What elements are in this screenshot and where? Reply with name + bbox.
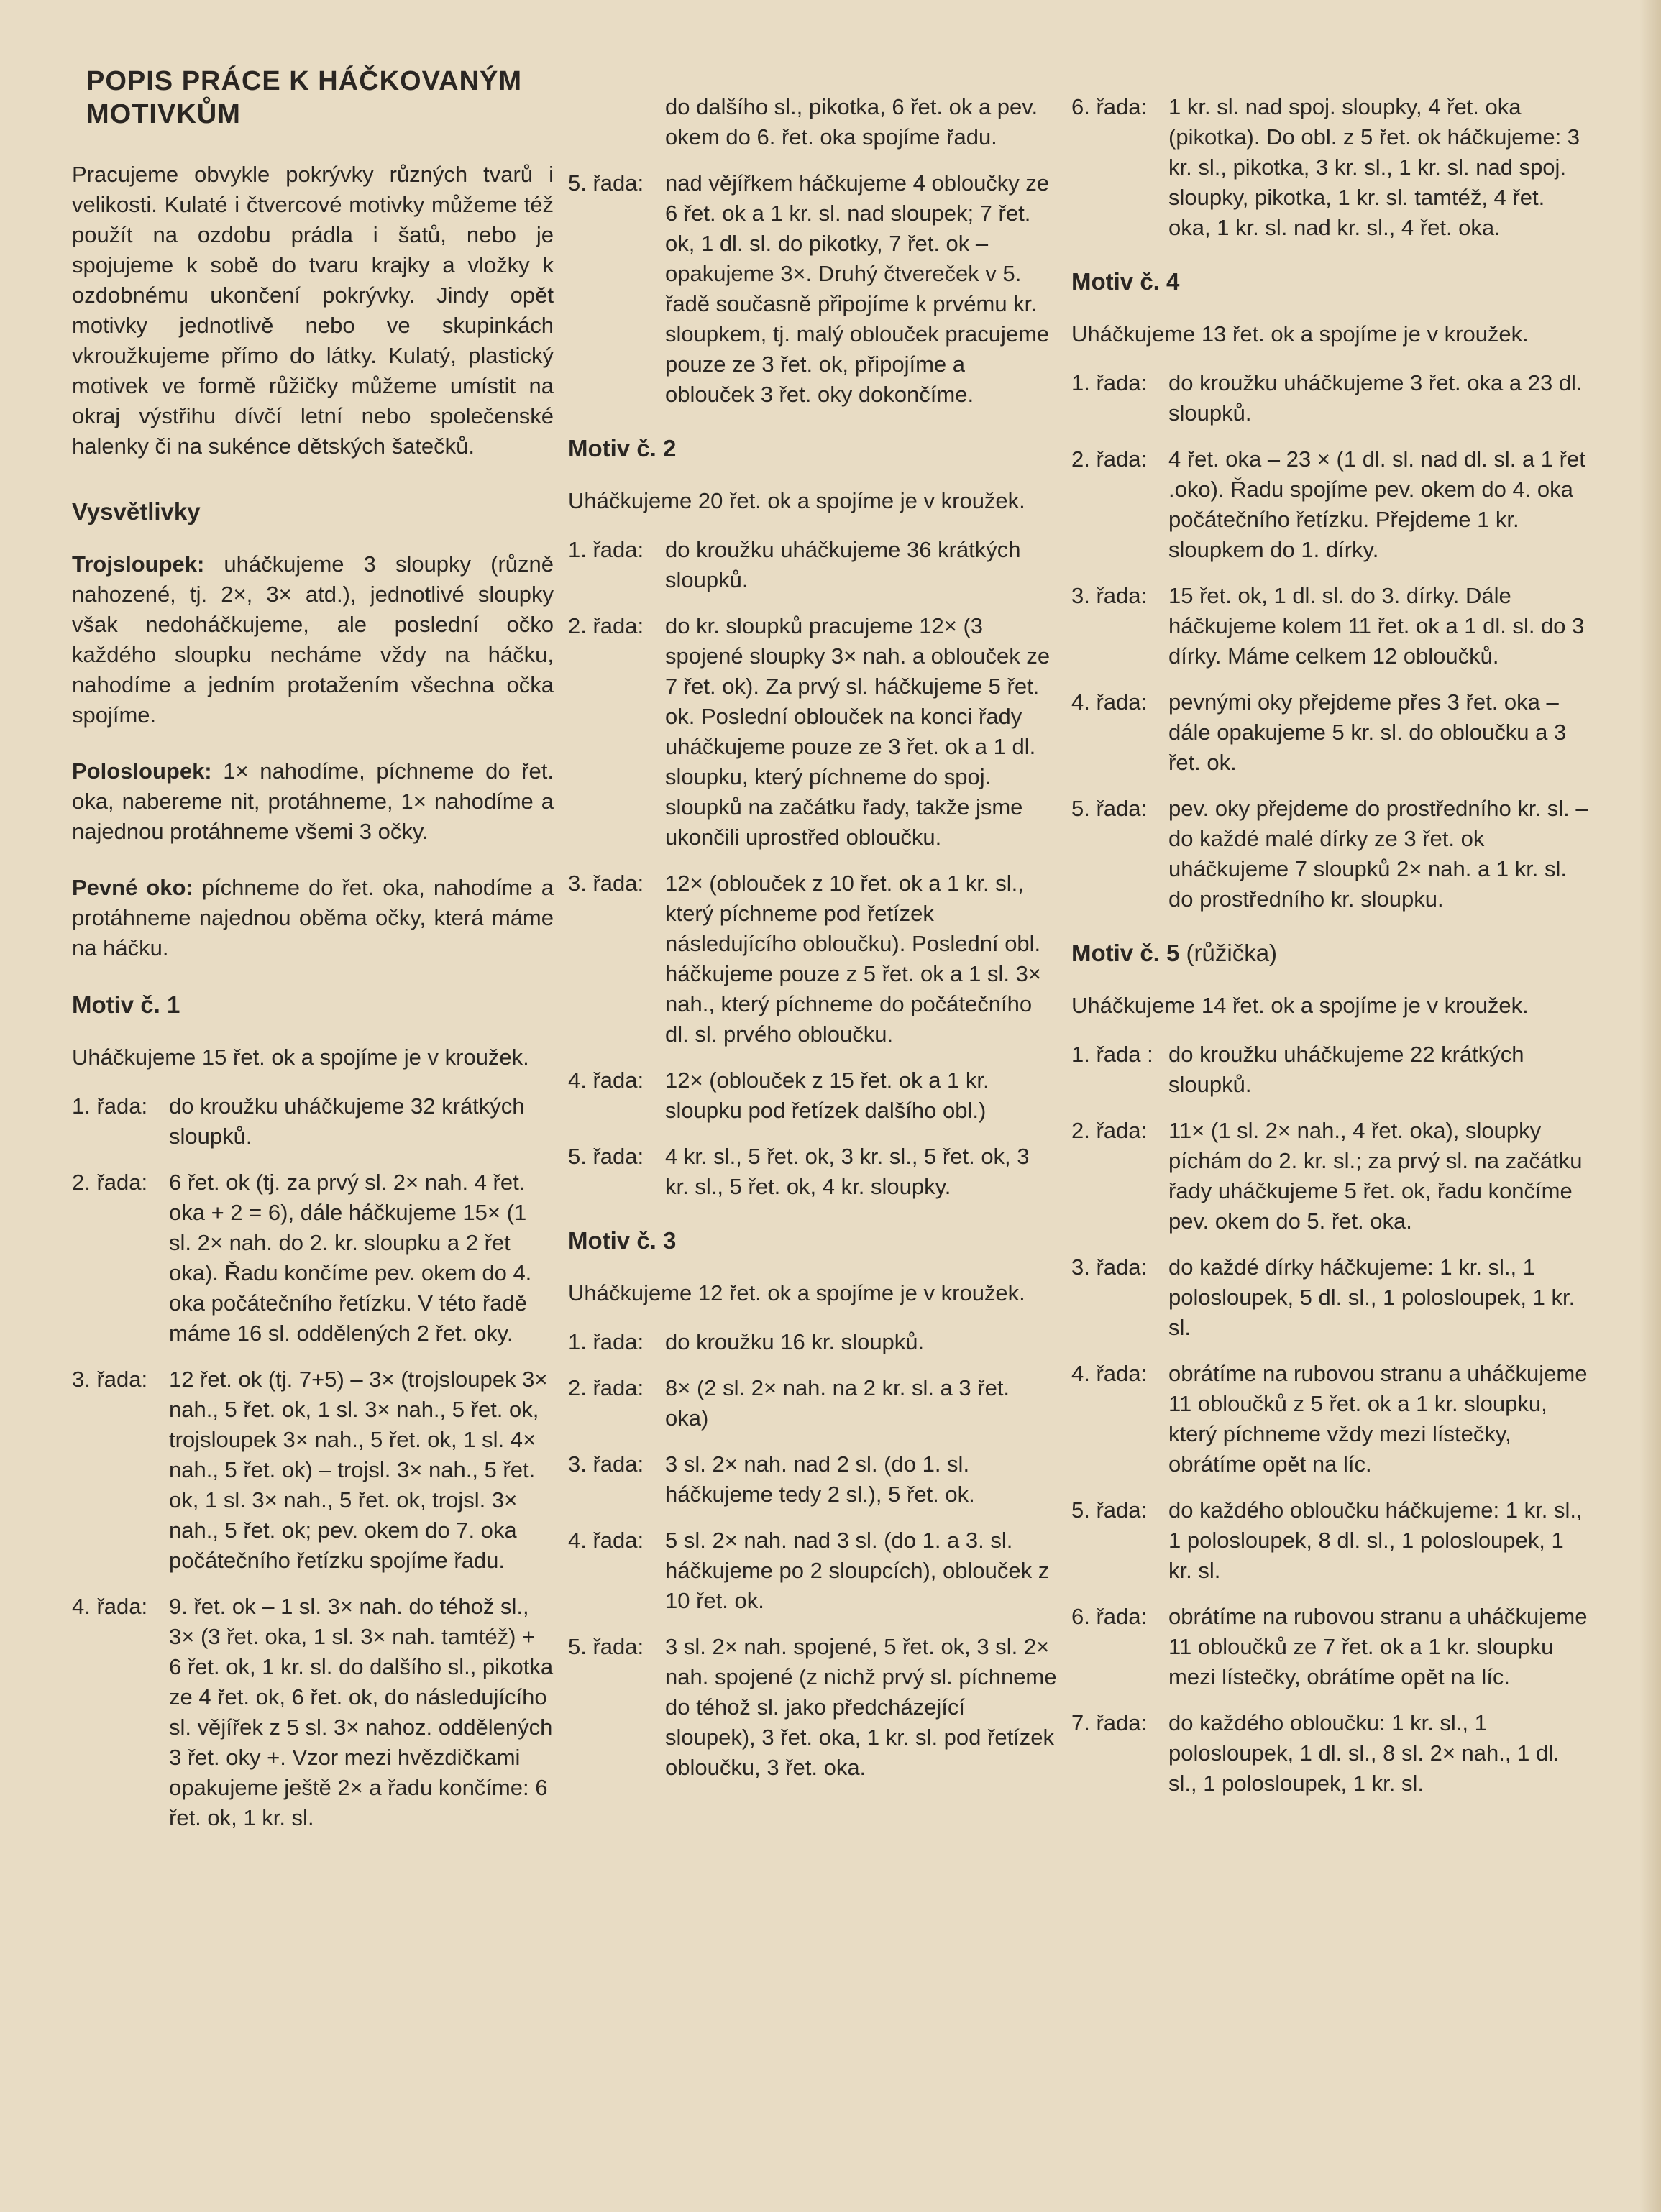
row-label: 2. řada: — [72, 1170, 148, 1195]
row-label: 5. řada: — [568, 1634, 644, 1659]
row-label: 4. řada: — [1071, 689, 1148, 715]
row-label: 2. řada: — [1071, 1118, 1148, 1143]
motiv-3-intro: Uháčkujeme 12 řet. ok a spojíme je v kroužek. — [568, 1280, 1025, 1305]
column-2 — [568, 92, 1057, 1799]
motiv-1-row — [72, 1592, 554, 1833]
motiv-3-row — [1071, 92, 1589, 243]
row-text: do každé dírky háčkujeme: 1 kr. sl., 1 polosloupek, 5 dl. sl., 1 polosloupek, 1 kr. sl. — [1168, 1254, 1575, 1340]
motiv-3-row — [568, 1327, 1057, 1357]
column-1 — [72, 65, 554, 1849]
definition-trojsloupek — [72, 549, 554, 730]
row-label: 2. řada: — [1071, 446, 1148, 472]
motiv-4-row — [1071, 687, 1589, 778]
row-label: 5. řada: — [1071, 796, 1148, 821]
row-label: 4. řada: — [1071, 1361, 1148, 1386]
row-text: 3 sl. 2× nah. nad 2 sl. (do 1. sl. háčkujeme tedy 2 sl.), 5 řet. ok. — [665, 1451, 975, 1507]
definition-term: Polosloupek: — [72, 758, 212, 784]
motiv-4-intro: Uháčkujeme 13 řet. ok a spojíme je v kroužek. — [1071, 321, 1529, 347]
motiv-2-intro: Uháčkujeme 20 řet. ok a spojíme je v kroužek. — [568, 488, 1025, 513]
motiv-5-heading-text: Motiv č. 5 — [1071, 940, 1180, 966]
row-label: 1. řada: — [568, 537, 644, 562]
row-label: 6. řada: — [1071, 94, 1148, 119]
row-text: do kroužku uháčkujeme 22 krátkých sloupků. — [1168, 1042, 1524, 1097]
row-text: do kr. sloupků pracujeme 12× (3 spojené sloupky 3× nah. a oblouček ze 7 řet. ok). Za prvý sl. háčkujeme 5 řet. ok. Poslední oblouček na konci řady uháčkujeme pouze ze 3 řet. ok a 1 dl. sloupku, který píchneme do spoj. sloupků na začátku řady, takže jsme ukončili uprostřed obloučku. — [665, 613, 1051, 850]
row-label: 3. řada: — [72, 1367, 148, 1392]
row-text: pevnými oky přejdeme přes 3 řet. oka – dále opakujeme 5 kr. sl. do obloučku a 3 řet. ok. — [1168, 689, 1567, 775]
row-text: do každého obloučku: 1 kr. sl., 1 polosloupek, 1 dl. sl., 8 sl. 2× nah., 1 dl. sl., 1 polosloupek, 1 kr. sl. — [1168, 1710, 1560, 1796]
row-text: 12× (oblouček z 15 řet. ok a 1 kr. sloupku pod řetízek dalšího obl.) — [665, 1068, 989, 1123]
row-label: 3. řada: — [1071, 1254, 1148, 1280]
motiv-3-heading: Motiv č. 3 — [568, 1227, 677, 1254]
row-text: 12 řet. ok (tj. 7+5) – 3× (trojsloupek 3× nah., 5 řet. ok, 1 sl. 3× nah., 5 řet. ok, trojsloupek 3× nah., 5 řet. ok, 1 sl. 4× nah., 5 řet. ok) – trojsl. 3× nah., 5 řet. ok, 1 sl. 3× nah., 5 řet. ok, trojsl. 3× nah., 5 řet. ok; pev. okem do 7. oka počátečního řetízku spojíme řadu. — [169, 1367, 548, 1573]
row-text: obrátíme na rubovou stranu a uháčkujeme 11 obloučků z 5 řet. ok a 1 kr. sloupku, který píchneme vždy mezi lístečky, obrátíme opět na líc. — [1168, 1361, 1588, 1477]
motiv-5-intro: Uháčkujeme 14 řet. ok a spojíme je v kroužek. — [1071, 993, 1529, 1018]
motiv-2-row — [568, 535, 1057, 595]
column-3 — [1071, 92, 1589, 1814]
row-label: 5. řada: — [1071, 1497, 1148, 1523]
row-text: 6 řet. ok (tj. za prvý sl. 2× nah. 4 řet. oka + 2 = 6), dále háčkujeme 15× (1 sl. 2× nah. do 2. kr. sloupku a 2 řet oka). Řadu končíme pev. okem do 4. oka počátečního řetízku. V této řadě máme 16 sl. oddělených 2 řet. oky. — [169, 1170, 532, 1346]
motiv-3-row — [568, 1525, 1057, 1616]
motiv-4-heading: Motiv č. 4 — [1071, 268, 1180, 295]
row-label: 5. řada: — [568, 170, 644, 196]
page-title: POPIS PRÁCE K HÁČKOVANÝM MOTIVKŮM — [86, 66, 523, 129]
definition-polosloupek — [72, 756, 554, 847]
row-text: 9. řet. ok – 1 sl. 3× nah. do téhož sl., 3× (3 řet. oka, 1 sl. 3× nah. tamtéž) + 6 řet. ok, 1 kr. sl. do dalšího sl., pikotka ze 4 řet. ok, 6 řet. ok, do následujícího sl. vějířek z 5 sl. 3× nahoz. oddělených 3 řet. oky +. Vzor mezi hvězdičkami opakujeme ještě 2× a řadu končíme: 6 řet. ok, 1 kr. sl. — [169, 1594, 554, 1830]
row-text: pev. oky přejdeme do prostředního kr. sl. – do každé malé dírky ze 3 řet. ok uháčkujeme 7 sloupků 2× nah. a 1 kr. sl. do prostředního kr. sloupku. — [1168, 796, 1588, 912]
motiv-3-row — [568, 1449, 1057, 1510]
row-label: 3. řada: — [1071, 583, 1148, 608]
row-text: nad vějířkem háčkujeme 4 obloučky ze 6 řet. ok a 1 kr. sl. nad sloupek; 7 řet. ok, 1 dl. sl. do pikotky, 7 řet. ok – opakujeme 3×. Druhý čtvereček v 5. řadě současně připojíme k prvému kr. sloupkem, tj. malý oblouček pracujeme pouze ze 3 řet. ok, připojíme a oblouček 3 řet. oky dokončíme. — [665, 170, 1050, 407]
definition-term: Trojsloupek: — [72, 551, 205, 577]
motiv-5-row — [1071, 1495, 1589, 1586]
row-text: 8× (2 sl. 2× nah. na 2 kr. sl. a 3 řet. oka) — [665, 1375, 1010, 1431]
row-label: 1. řada : — [1071, 1042, 1153, 1067]
motiv-5-row — [1071, 1116, 1589, 1236]
row-label: 6. řada: — [1071, 1604, 1148, 1629]
row-label: 7. řada: — [1071, 1710, 1148, 1735]
row-text: 5 sl. 2× nah. nad 3 sl. (do 1. a 3. sl. háčkujeme po 2 sloupcích), oblouček z 10 řet. ok. — [665, 1528, 1050, 1613]
motiv-4-row — [1071, 794, 1589, 914]
row-label: 2. řada: — [568, 613, 644, 638]
motiv-1-row — [72, 1364, 554, 1576]
motiv-3-row — [568, 1373, 1057, 1433]
motiv-2-heading: Motiv č. 2 — [568, 435, 677, 462]
motiv-5-row — [1071, 1040, 1589, 1100]
motiv-2-row — [568, 868, 1057, 1050]
motiv-1-row — [568, 168, 1057, 410]
row-text: 15 řet. ok, 1 dl. sl. do 3. dírky. Dále háčkujeme kolem 11 řet. ok a 1 dl. sl. do 3 dírky. Máme celkem 12 obloučků. — [1168, 583, 1585, 669]
motiv-5-heading-extra: (růžička) — [1179, 940, 1278, 966]
motiv-1-intro: Uháčkujeme 15 řet. ok a spojíme je v kroužek. — [72, 1045, 529, 1070]
row-text: 4 řet. oka – 23 × (1 dl. sl. nad dl. sl. a 1 řet .oko). Řadu spojíme pev. okem do 4. oka počátečního řetízku. Přejdeme 1 kr. sloupkem do 1. dírky. — [1168, 446, 1586, 562]
row-text: do kroužku uháčkujeme 32 krátkých sloupků. — [169, 1093, 525, 1149]
row-label: 2. řada: — [568, 1375, 644, 1400]
motiv-2-row — [568, 1142, 1057, 1202]
motiv-5-row — [1071, 1359, 1589, 1479]
motiv-3-row — [568, 1632, 1057, 1783]
definition-text: 1× nahodíme, píchneme do řet. oka, nabereme nit, protáhneme, 1× nahodíme a najednou protáhneme všemi 3 očky. — [72, 758, 554, 844]
row-text: do kroužku uháčkujeme 36 krátkých sloupků. — [665, 537, 1021, 592]
definition-text: uháčkujeme 3 sloupky (různě nahozené, tj. 2×, 3× atd.), jednotlivé sloupky však nedoháčkujeme, ale poslední očko každého sloupku necháme vždy na háčku, nahodíme a jedním protažením všechna očka spojíme. — [72, 551, 554, 728]
motiv-5-heading — [1071, 937, 1589, 969]
motiv-5-row — [1071, 1602, 1589, 1692]
motiv-2-row — [568, 1065, 1057, 1126]
page-edge — [1639, 0, 1661, 2212]
motiv-5-row — [1071, 1252, 1589, 1343]
explanations-heading: Vysvětlivky — [72, 498, 201, 525]
motiv-4-row — [1071, 444, 1589, 565]
motiv-2-row — [568, 611, 1057, 853]
row-text: obrátíme na rubovou stranu a uháčkujeme 11 obloučků ze 7 řet. ok a 1 kr. sloupku mezi lístečky, obrátíme opět na líc. — [1168, 1604, 1588, 1689]
row-text: 11× (1 sl. 2× nah., 4 řet. oka), sloupky píchám do 2. kr. sl.; za prvý sl. na začátku řady uháčkujeme 5 řet. ok, řadu končíme pev. okem do 5. řet. oka. — [1168, 1118, 1583, 1234]
row-label: 4. řada: — [568, 1528, 644, 1553]
row-label: 1. řada: — [72, 1093, 148, 1119]
intro-paragraph: Pracujeme obvykle pokrývky různých tvarů i velikosti. Kulaté i čtvercové motivky můžeme též použít na ozdobu prádla i šatů, nebo je spojujeme k sobě do tvaru krajky a vložky k ozdobnému ukončení pokrývky. Jindy opět motivky jednotlivě nebo ve skupinkách vkroužkujeme přímo do látky. Kulatý, plastický motivek ve formě růžičky můžeme umístit na okraj výstřihu dívčí letní nebo společenské halenky či na sukénce dětských šatečků. — [72, 162, 554, 459]
row-label: 4. řada: — [568, 1068, 644, 1093]
row-text: do kroužku 16 kr. sloupků. — [665, 1329, 925, 1354]
row-text: do každého obloučku háčkujeme: 1 kr. sl., 1 polosloupek, 8 dl. sl., 1 polosloupek, 1 kr. sl. — [1168, 1497, 1583, 1583]
definition-term: Pevné oko: — [72, 875, 193, 900]
row-label: 5. řada: — [568, 1144, 644, 1169]
row-label: 1. řada: — [568, 1329, 644, 1354]
row-text: do kroužku uháčkujeme 3 řet. oka a 23 dl. sloupků. — [1168, 370, 1583, 426]
motiv-4-row — [1071, 581, 1589, 671]
row-label: 1. řada: — [1071, 370, 1148, 395]
row-label: 4. řada: — [72, 1594, 148, 1619]
motiv-1-continuation: do dalšího sl., pikotka, 6 řet. ok a pev. okem do 6. řet. oka spojíme řadu. — [665, 94, 1038, 150]
definition-text: píchneme do řet. oka, nahodíme a protáhneme najednou oběma očky, která máme na háčku. — [72, 875, 554, 960]
row-text: 1 kr. sl. nad spoj. sloupky, 4 řet. oka (pikotka). Do obl. z 5 řet. ok háčkujeme: 3 kr. sl., pikotka, 3 kr. sl., 1 kr. sl. nad spoj. sloupky, pikotka, 1 kr. sl. tamtéž, 4 řet. oka, 1 kr. sl. nad kr. sl., 4 řet. oka. — [1168, 94, 1580, 240]
motiv-1-heading: Motiv č. 1 — [72, 991, 180, 1018]
motiv-4-row — [1071, 368, 1589, 428]
row-label: 3. řada: — [568, 871, 644, 896]
row-text: 4 kr. sl., 5 řet. ok, 3 kr. sl., 5 řet. ok, 3 kr. sl., 5 řet. ok, 4 kr. sloupky. — [665, 1144, 1030, 1199]
row-text: 12× (oblouček z 10 řet. ok a 1 kr. sl., který píchneme pod řetízek následujícího obloučku). Poslední obl. háčkujeme pouze z 5 řet. ok a 1 sl. 3× nah., který píchneme do počátečního dl. sl. prvého obloučku. — [665, 871, 1041, 1047]
motiv-1-row — [72, 1167, 554, 1349]
row-text: 3 sl. 2× nah. spojené, 5 řet. ok, 3 sl. 2× nah. spojené (z nichž prvý sl. píchneme do téhož sl. jako předcházející sloupek), 3 řet. oka, 1 kr. sl. pod řetízek obloučku, 3 řet. oka. — [665, 1634, 1057, 1780]
motiv-1-row — [72, 1091, 554, 1152]
motiv-5-row — [1071, 1708, 1589, 1799]
row-label: 3. řada: — [568, 1451, 644, 1477]
definition-pevne-oko — [72, 873, 554, 963]
